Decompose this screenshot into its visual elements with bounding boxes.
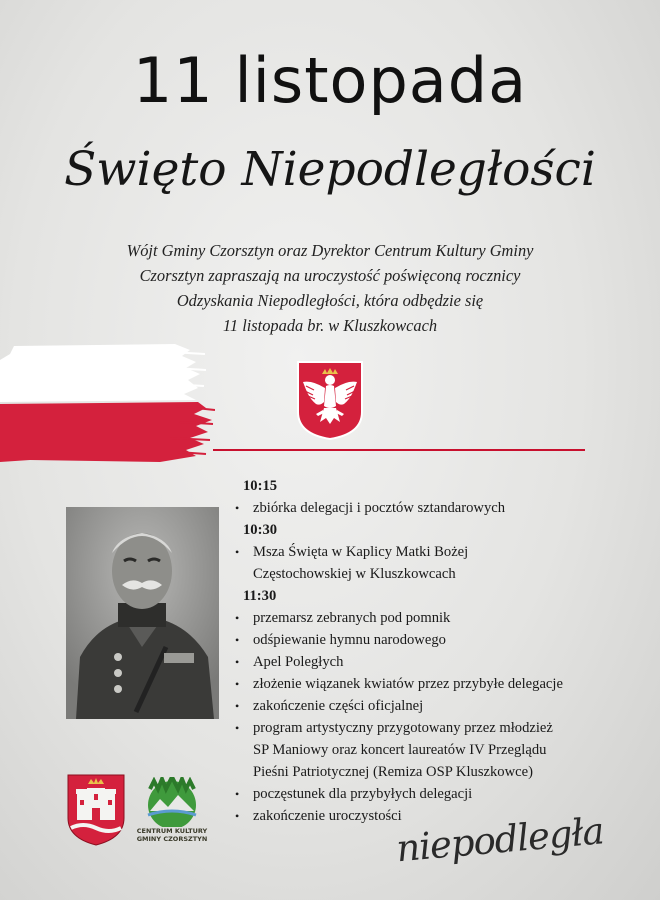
schedule-item-continuation: Częstochowskiej w Kluszkowcach bbox=[253, 566, 456, 582]
logo-text-line: CENTRUM KULTURY bbox=[136, 827, 208, 835]
gmina-coat-of-arms-icon bbox=[67, 774, 125, 846]
invitation-line: Wójt Gminy Czorsztyn oraz Dyrektor Centrum Kultury Gminy bbox=[126, 241, 534, 260]
schedule-item: • Apel Poległych bbox=[233, 651, 633, 673]
holiday-title: Święto Niepodległości bbox=[64, 142, 596, 197]
schedule-time: 10:15 bbox=[243, 478, 278, 494]
schedule-item: • zbiórka delegacji i pocztów sztandarowych bbox=[233, 497, 633, 519]
invitation-line: Odzyskania Niepodległości, która odbędzie się bbox=[176, 291, 484, 310]
schedule-item: • zakończenie części oficjalnej bbox=[233, 695, 633, 717]
schedule-item: • złożenie wiązanek kwiatów przez przybyłe delegacje bbox=[233, 673, 633, 695]
schedule-time: 10:30 bbox=[243, 522, 278, 538]
schedule-item: • program artystyczny przygotowany przez młodzież bbox=[233, 717, 633, 739]
schedule-item: • przemarsz zebranych pod pomnik bbox=[233, 607, 633, 629]
polish-flag-brush bbox=[0, 340, 215, 464]
schedule-item: • poczęstunek dla przybyłych delegacji bbox=[233, 783, 633, 805]
date-title: 11 listopada bbox=[132, 44, 528, 117]
schedule-item-continuation: SP Maniowy oraz koncert laureatów IV Przeglądu bbox=[253, 742, 547, 758]
divider-line bbox=[213, 449, 585, 451]
invitation-line: Czorsztyn zapraszają na uroczystość poświęconą rocznicy bbox=[139, 266, 521, 285]
event-schedule bbox=[233, 475, 633, 827]
schedule-item: • zakończenie uroczystości bbox=[233, 805, 633, 827]
culture-center-logo-icon bbox=[136, 777, 208, 849]
schedule-item-continuation: Pieśni Patriotycznej (Remiza OSP Kluszkowce) bbox=[253, 764, 533, 780]
invitation-line: 11 listopada br. w Kluszkowcach bbox=[222, 316, 438, 335]
invitation-text bbox=[80, 238, 580, 338]
schedule-time: 11:30 bbox=[243, 588, 277, 604]
handwritten-signature: niepodległa bbox=[394, 809, 606, 871]
polish-eagle-crest-icon bbox=[296, 360, 364, 440]
logo-text-line: GMINY CZORSZTYN bbox=[136, 835, 208, 843]
portrait-photo bbox=[66, 507, 219, 719]
schedule-item: • odśpiewanie hymnu narodowego bbox=[233, 629, 633, 651]
schedule-item: • Msza Święta w Kaplicy Matki Bożej bbox=[233, 541, 633, 563]
